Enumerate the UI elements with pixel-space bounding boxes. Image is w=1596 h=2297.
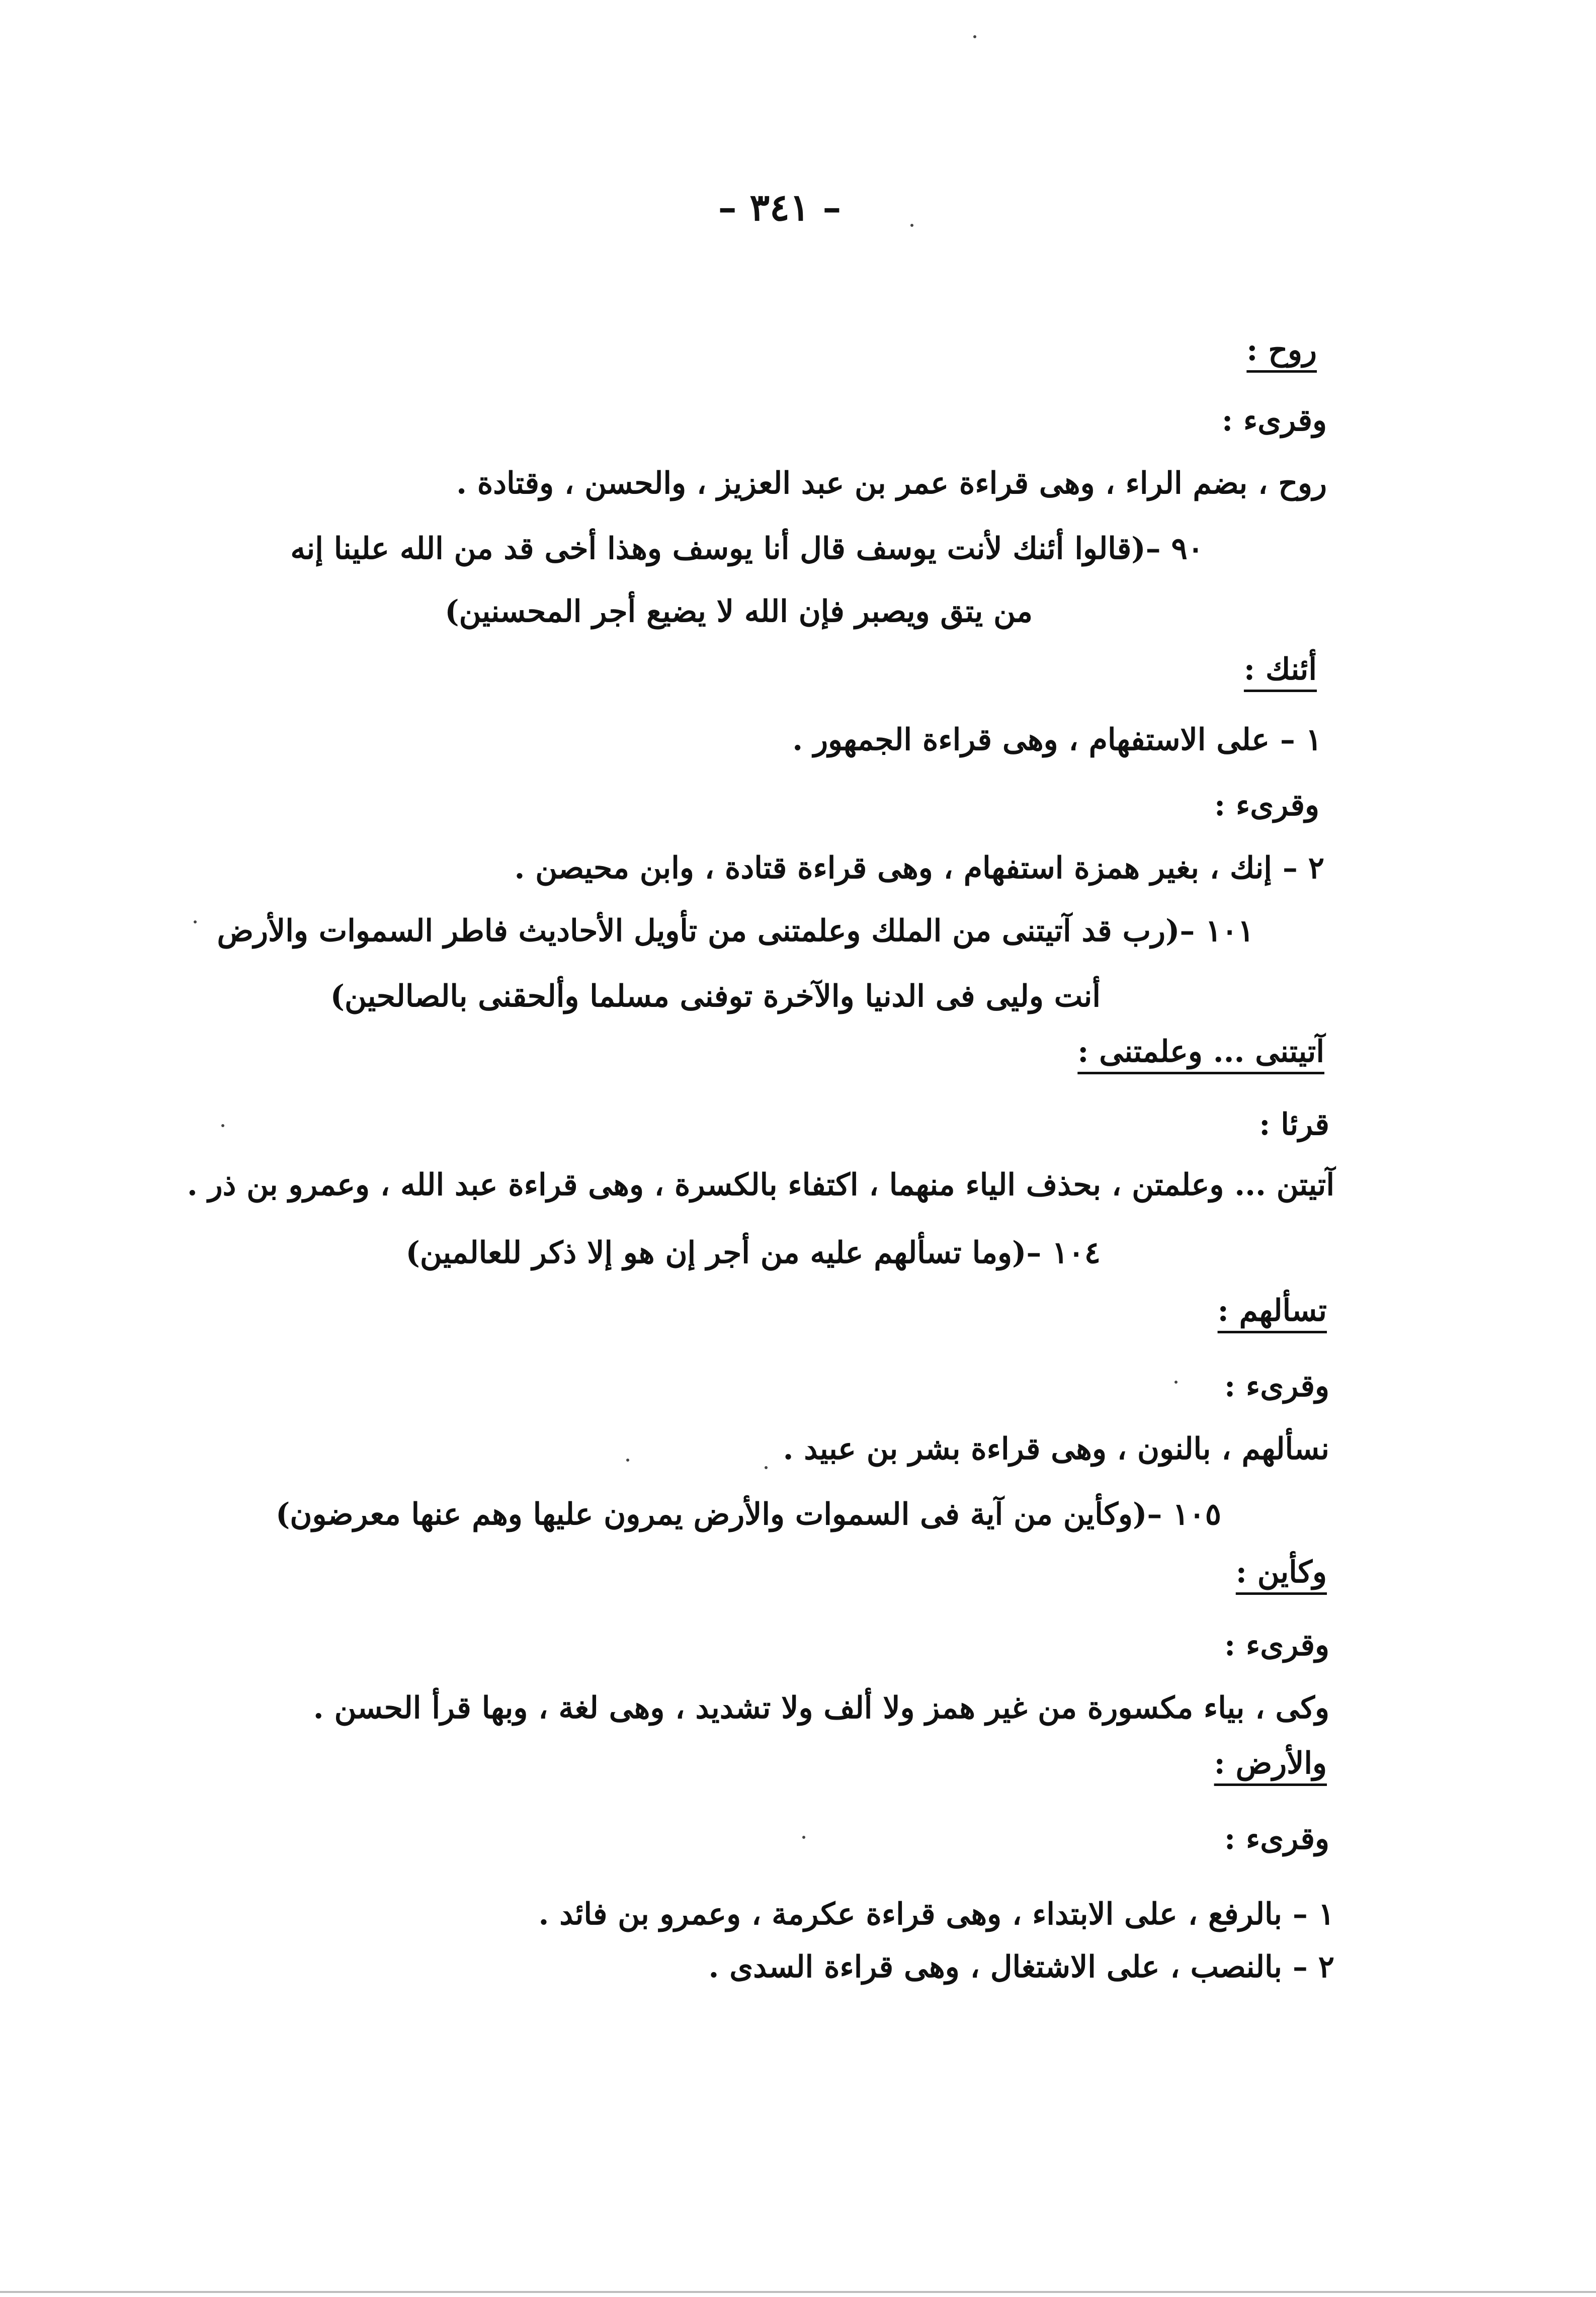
qurie-label: وقرىء :	[1222, 403, 1327, 438]
verse-104: ١٠٤ –(وما تسألهم عليه من أجر إن هو إلا ذكر للعالمين)	[405, 1235, 1101, 1270]
text-line: نسألهم ، بالنون ، وهى قراءة بشر بن عبيد .	[783, 1431, 1329, 1467]
text-line: آتيتن ... وعلمتن ، بحذف الياء منهما ، اكتفاء بالكسرة ، وهى قراءة عبد الله ، وعمرو بن ذر .	[187, 1167, 1334, 1203]
text-line: روح ، بضم الراء ، وهى قراءة عمر بن عبد العزيز ، والحسن ، وقتادة .	[456, 466, 1327, 501]
heading-wakaayyin: وكأين :	[1235, 1555, 1327, 1590]
text-line: ٢ – بالنصب ، على الاشتغال ، وهى قراءة السدى .	[708, 1949, 1334, 1985]
scan-speck	[1174, 1381, 1178, 1384]
heading-rawh: روح :	[1246, 332, 1317, 368]
scan-speck	[802, 1836, 805, 1839]
verse-90-line-2: من يتق ويصبر فإن الله لا يضيع أجر المحسنين)	[445, 594, 1033, 629]
scan-speck	[194, 920, 197, 923]
verse-90-line-1: ٩٠ –(قالوا أئنك لأنت يوسف قال أنا يوسف وهذا أخى قد من الله علينا إنه	[290, 531, 1204, 566]
heading-ataytani: آتيتنى ... وعلمتنى :	[1077, 1034, 1324, 1069]
page-number: – ٣٤١ –	[718, 186, 842, 229]
heading-tasaluhum: تسألهم :	[1217, 1293, 1327, 1328]
heading-walard: والأرض :	[1214, 1746, 1327, 1781]
qurie-label: قرئا :	[1259, 1107, 1329, 1142]
verse-105: ١٠٥ –(وكأين من آية فى السموات والأرض يمرون عليها وهم عنها معرضون)	[276, 1497, 1221, 1532]
scan-speck	[910, 224, 913, 227]
text-line: وكى ، بياء مكسورة من غير همز ولا ألف ولا تشديد ، وهى لغة ، وبها قرأ الحسن .	[313, 1690, 1329, 1726]
verse-101-line-1: ١٠١ –(رب قد آتيتنى من الملك وعلمتنى من تأويل الأحاديث فاطر السموات والأرض	[217, 913, 1254, 949]
qurie-label: وقرىء :	[1224, 1369, 1329, 1404]
heading-aainnaka: أئنك :	[1243, 652, 1317, 687]
text-line: ١ – بالرفع ، على الابتداء ، وهى قراءة عكرمة ، وعمرو بن فائد .	[538, 1897, 1334, 1932]
scan-speck	[626, 1459, 629, 1462]
qurie-label: وقرىء :	[1224, 1821, 1329, 1856]
qurie-label: وقرىء :	[1224, 1628, 1329, 1663]
bottom-border	[0, 2291, 1596, 2293]
scan-speck	[221, 1124, 224, 1127]
text-line: ٢ – إنك ، بغير همزة استفهام ، وهى قراءة قتادة ، وابن محيصن .	[514, 850, 1324, 886]
verse-101-line-2: أنت وليى فى الدنيا والآخرة توفنى مسلما وألحقنى بالصالحين)	[330, 979, 1101, 1014]
scan-speck	[765, 1466, 768, 1469]
qurie-label: وقرىء :	[1214, 788, 1319, 823]
scan-speck	[973, 35, 976, 38]
text-line: ١ – على الاستفهام ، وهى قراءة الجمهور .	[792, 722, 1322, 757]
